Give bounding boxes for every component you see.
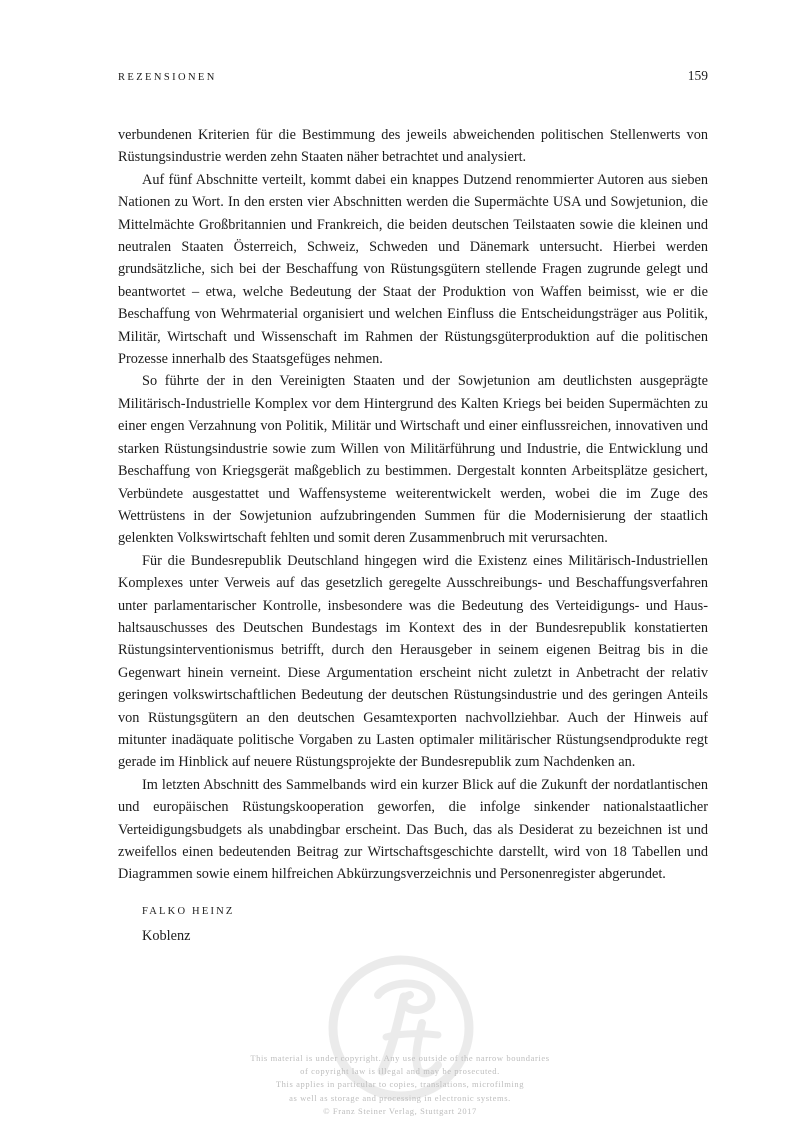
copyright-notice (200, 1052, 600, 1118)
copyright-line: This material is under copyright. Any use outside of the narrow boundaries (250, 1053, 550, 1063)
copyright-line: as well as storage and processing in electronic systems. (289, 1092, 511, 1103)
paragraph-2: Auf fünf Abschnitte verteilt, kommt dabei ein knappes Dutzend renommierter Autoren aus sieben Nationen zu Wort. In den ersten vier Abschnitten werden die Supermächte USA und Sowjetunion, die Mittelmächte Großbritannien und Frankreich, die beiden deutschen Teilstaaten sowie die kleinen und neutralen Staaten Österreich, Schweiz, Schweden und Dänemark untersucht. Hierbei werden grundsätzliche, sich bei der Beschaffung von Rüstungsgütern stellende Fragen zugrunde gelegt und beantwortet – etwa, welche Bedeutung der Staat der Produktion von Waffen beimisst, wie er die Beschaffung von Wehrmaterial organisiert und welchen Einfluss die Entscheidungsträger aus Politik, Militär, Wirtschaft und Wissenschaft im Rahmen der Rüstungsgüterproduktion auf die politischen Prozesse innerhalb des Staatsgefüges nehmen. (118, 171, 708, 368)
paragraph-4: Für die Bundesrepublik Deutschland hingegen wird die Existenz eines Militärisch-Industriellen Komplexes unter Verweis auf das gesetzlich geregelte Ausschreibungs- und Beschaffungsverfahren unter parlamentarischer Kontrolle, insbesondere was die Bedeutung des Verteidigungs- und Haushaltsauschusses des Deutschen Bundestags im Kontext des in der Bundesrepublik konstatierten Rüstungsinterventionismus betrifft, durch den Herausgeber in seinem eigenen Beitrag bis in die Gegenwart hinein verneint. Diese Argumentation erscheint nicht zuletzt in Anbetracht der relativ geringen volkswirtschaftlichen Bedeutung der deutschen Rüstungsindustrie und des geringen Anteils von Rüstungsgütern an den deutschen Gesamtexporten nachvollziehbar. Auch der Hinweis auf mitunter inadäquate politische Vorgaben zu Lasten optimaler militärischer Rüstungsendprodukte regt gerade im Hinblick auf neuere Rüstungsprojekte der Bundesrepublik zum Nachdenken an. (118, 552, 708, 771)
paragraph-1: verbundenen Kriterien für die Bestimmung des jeweils abweichenden politischen Stellenwerts von Rüstungsindustrie werden zehn Staaten näher betrachtet und analysiert. (118, 127, 708, 166)
section-title: REZENSIONEN (118, 72, 217, 83)
paragraph-3: So führte der in den Vereinigten Staaten und der Sowjetunion am deutlichsten ausgeprägte Militärisch-Industrielle Komplex vor dem Hintergrund des Kalten Kriegs bei beiden Supermächten zu einer engen Verzahnung von Politik, Militär und Wirtschaft und einer einflussreichen, innovativen und starken Rüstungsindustrie sowie zum Willen von Militärführung und Industrie, die Entwicklung und Beschaffung von Kriegsgerät maßgeblich zu bestimmen. Dergestalt konnten Arbeitsplätze gesichert, Verbündete ausgestattet und Waffensysteme weiterentwickelt werden, wobei die im Zuge des Wettrüstens in der Sowjetunion aufzubringenden Summen für die Modernisierung der staatlich gelenkten Volkswirtschaft fehlten und somit deren Zusammenbruch mit verursachten. (118, 373, 708, 547)
copyright-line: This applies in particular to copies, translations, microfilming (275, 1079, 525, 1090)
review-body (118, 124, 708, 886)
reviewer-name: FALKO HEINZ (142, 906, 235, 917)
copyright-line: of copyright law is illegal and may be prosecuted. (300, 1066, 500, 1077)
running-head (118, 68, 708, 84)
reviewer-location: Koblenz (142, 928, 191, 944)
paragraph-5: Im letzten Abschnitt des Sammelbands wird ein kurzer Blick auf die Zukunft der nordatlantischen und europäischen Rüstungskooperation geworfen, die infolge sinkender nationalstaatlicher Verteidigungsbudgets als unabdingbar erscheint. Das Buch, das als Desiderat zu bezeichnen ist und zweifellos einen bedeutenden Beitrag zur Wirtschaftsgeschichte darstellt, wird von 18 Tabellen und Diagrammen sowie einem hilfreichen Abkürzungsverzeichnis und Personenregister abgerundet. (118, 776, 708, 883)
copyright-line: © Franz Steiner Verlag, Stuttgart 2017 (323, 1105, 477, 1116)
reviewer-signature (142, 903, 235, 947)
page-number: 159 (687, 68, 708, 83)
